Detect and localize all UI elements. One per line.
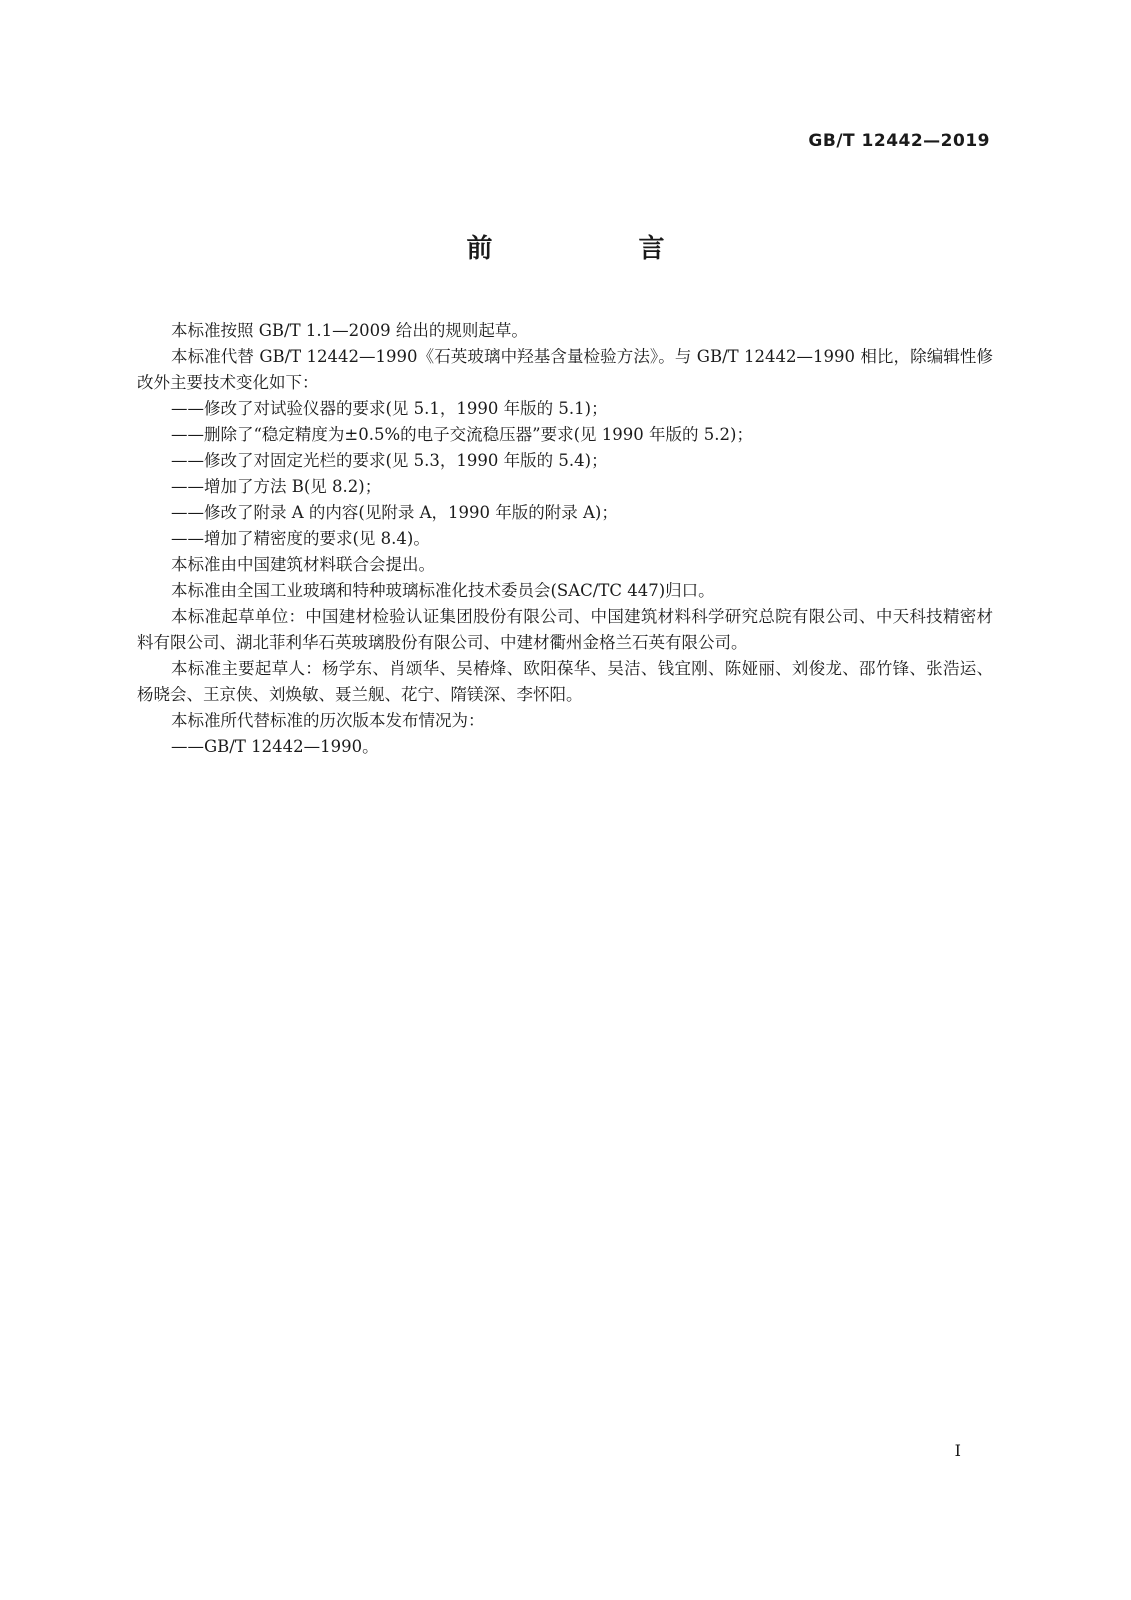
paragraph: 本标准起草单位：中国建材检验认证集团股份有限公司、中国建筑材料科学研究总院有限公司、中天科技精密材料有限公司、湖北菲利华石英玻璃股份有限公司、中建材衢州金格兰石英有限公司。 <box>137 607 993 652</box>
paragraph: ——增加了方法 B(见 8.2)； <box>171 477 382 496</box>
paragraph: ——删除了“稳定精度为±0.5%的电子交流稳压器”要求(见 1990 年版的 5.2)； <box>171 425 753 444</box>
paragraph: ——修改了附录 A 的内容(见附录 A，1990 年版的附录 A)； <box>171 503 618 522</box>
paragraph: 本标准由全国工业玻璃和特种玻璃标准化技术委员会(SAC/TC 447)归口。 <box>171 581 715 600</box>
paragraph: ——GB/T 12442—1990。 <box>171 737 379 756</box>
page-title: 前 言 <box>466 234 725 264</box>
paragraph: ——修改了对试验仪器的要求(见 5.1，1990 年版的 5.1)； <box>171 399 608 418</box>
page-number: I <box>954 1441 961 1460</box>
paragraph: 本标准所代替标准的历次版本发布情况为： <box>171 711 485 730</box>
paragraph: 本标准代替 GB/T 12442—1990《石英玻璃中羟基含量检验方法》。与 GB/T 12442—1990 相比，除编辑性修改外主要技术变化如下： <box>137 347 993 392</box>
paragraph: 本标准按照 GB/T 1.1—2009 给出的规则起草。 <box>171 321 528 340</box>
paragraph: 本标准主要起草人：杨学东、肖颂华、吴椿烽、欧阳葆华、吴洁、钱宜刚、陈娅丽、刘俊龙、邵竹锋、张浩运、杨晓会、王京侠、刘焕敏、聂兰舰、花宁、隋镁深、李怀阳。 <box>137 659 993 704</box>
paragraph: ——修改了对固定光栏的要求(见 5.3，1990 年版的 5.4)； <box>171 451 608 470</box>
paragraph: ——增加了精密度的要求(见 8.4)。 <box>171 529 430 548</box>
standard-code: GB/T 12442—2019 <box>808 131 990 151</box>
foreword-body <box>137 318 993 760</box>
paragraph: 本标准由中国建筑材料联合会提出。 <box>171 555 435 574</box>
